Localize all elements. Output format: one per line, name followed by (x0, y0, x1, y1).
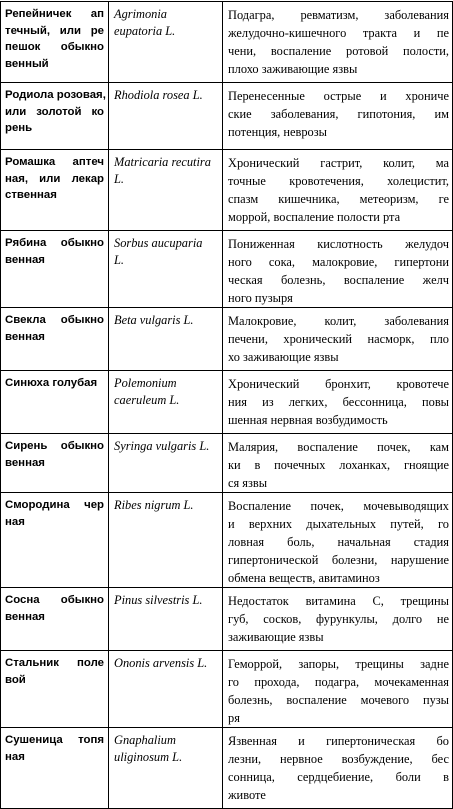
latin-name-cell (109, 434, 223, 493)
plant-name-line: венная (5, 610, 45, 623)
indications-cell (223, 588, 453, 651)
indications-line: моррой, воспаление полости рта (228, 210, 401, 224)
plant-name-line: венная (5, 330, 45, 343)
indications-line: обмена веществ, авитаминоз (228, 571, 380, 585)
latin-name-cell (109, 728, 223, 809)
plant-name-line: Родиола розовая, (5, 89, 106, 101)
latin-name-cell (109, 493, 223, 588)
indications-line: ческая болезнь, воспаление желч (228, 273, 449, 287)
table-row (1, 2, 453, 83)
plant-name-cell (1, 588, 109, 651)
table-row (1, 83, 453, 150)
indications-cell (223, 493, 453, 588)
indications-line: ся язвы (228, 476, 268, 490)
plant-name-line: ная, или лекар (5, 172, 104, 185)
indications-line: желудочно-кишечного тракта и пе (228, 26, 449, 40)
latin-name-line: uliginosum L. (114, 750, 183, 764)
latin-name-line: Polemonium (114, 376, 177, 390)
plant-name-line: венная (5, 456, 45, 469)
latin-name-line: Pinus silvestris L. (114, 593, 203, 607)
plant-name-cell (1, 83, 109, 150)
indications-line: губ, сосков, фурункулы, долго не (228, 612, 449, 626)
indications-cell (223, 231, 453, 308)
indications-line: Язвенная и гипертоническая бо (228, 734, 449, 748)
latin-name-line: L. (114, 253, 124, 267)
table-row (1, 150, 453, 231)
indications-line: Малокровие, колит, заболевания (228, 314, 449, 328)
herbal-remedies-table (0, 1, 453, 809)
latin-name-line: L. (114, 172, 124, 186)
indications-line: точные кровотечения, холецистит, (228, 174, 449, 188)
plant-name-line: Сушеница топя (5, 734, 104, 746)
indications-line: спазм кишечника, метеоризм, ге (228, 192, 449, 206)
indications-line: плохо заживающие язвы (228, 62, 358, 76)
indications-line: заживающие язвы (228, 630, 324, 644)
indications-line: ря (228, 711, 240, 725)
plant-name-line: венная (5, 253, 45, 266)
plant-name-line: Свекла обыкно (5, 314, 104, 326)
plant-name-line: или золотой ко (5, 105, 104, 118)
plant-name-line: рень (5, 122, 33, 135)
indications-line: животе (228, 788, 266, 802)
indications-cell (223, 2, 453, 83)
latin-name-line: eupatoria L. (114, 24, 176, 38)
indications-line: Хронический гастрит, колит, ма (228, 156, 449, 170)
plant-name-cell (1, 150, 109, 231)
indications-line: ного пузыря (228, 291, 293, 305)
latin-name-line: Sorbus aucuparia (114, 236, 203, 250)
indications-line: ские заболевания, гипотония, им (228, 107, 449, 121)
plant-name-line: Рябина обыкно (5, 237, 104, 249)
indications-cell (223, 308, 453, 371)
latin-name-line: Rhodiola rosea L. (114, 88, 203, 102)
plant-name-line: Ромашка аптеч (5, 156, 104, 168)
plant-name-cell (1, 371, 109, 434)
indications-line: лезни, нервное возбуждение, бес (228, 752, 449, 766)
indications-cell (223, 434, 453, 493)
plant-name-line: Стальник поле (5, 657, 104, 669)
latin-name-line: Ononis arvensis L. (114, 656, 208, 670)
plant-name-line: ная (5, 750, 25, 763)
plant-name-line: Синюха голубая (5, 377, 98, 389)
latin-name-cell (109, 588, 223, 651)
table-row (1, 371, 453, 434)
table-body (1, 2, 453, 809)
indications-line: хо заживающие язвы (228, 350, 339, 364)
plant-name-cell (1, 308, 109, 371)
table-row (1, 434, 453, 493)
plant-name-line: вой (5, 673, 26, 686)
latin-name-line: Beta vulgaris L. (114, 313, 194, 327)
indications-line: Перенесенные острые и хрониче (228, 89, 449, 103)
plant-name-line: ственная (5, 189, 57, 202)
latin-name-line: Agrimonia (114, 7, 168, 21)
plant-name-line: венный (5, 57, 49, 70)
indications-cell (223, 728, 453, 809)
indications-line: печени, хронический насморк, пло (228, 332, 449, 346)
plant-name-line: Репейничек ап (5, 8, 104, 20)
plant-name-line: течный, или ре (5, 24, 104, 37)
indications-cell (223, 371, 453, 434)
indications-line: Пониженная кислотность желудоч (228, 237, 449, 251)
indications-cell (223, 83, 453, 150)
latin-name-cell (109, 651, 223, 728)
table-row (1, 728, 453, 809)
table-row (1, 651, 453, 728)
indications-line: Геморрой, запоры, трещины задне (228, 657, 449, 671)
latin-name-line: Ribes nigrum L. (114, 498, 194, 512)
latin-name-cell (109, 2, 223, 83)
indications-line: гипертонической болезни, нарушение (228, 553, 449, 567)
table-row (1, 231, 453, 308)
table-row (1, 308, 453, 371)
plant-name-cell (1, 231, 109, 308)
indications-line: Недостаток витамина С, трещины (228, 594, 449, 608)
indications-line: Малярия, воспаление почек, кам (228, 440, 449, 454)
indications-line: и верхних дыхательных путей, го (228, 517, 449, 531)
plant-name-cell (1, 493, 109, 588)
latin-name-line: Syringa vulgaris L. (114, 439, 210, 453)
plant-name-cell (1, 2, 109, 83)
latin-name-cell (109, 371, 223, 434)
indications-line: Хронический бронхит, кровотече (228, 377, 449, 391)
indications-line: ного сока, малокровие, гипертони (228, 255, 449, 269)
indications-line: ния из легких, бессонница, повы (228, 395, 449, 409)
plant-name-line: ная (5, 515, 25, 528)
plant-name-line: Сосна обыкно (5, 594, 104, 606)
latin-name-cell (109, 231, 223, 308)
indications-line: болезнь, воспаление мочевого пузы (228, 693, 449, 707)
latin-name-cell (109, 150, 223, 231)
indications-line: сонница, сердцебиение, боли в (228, 770, 449, 784)
indications-line: шенная нервная возбудимость (228, 413, 388, 427)
table-row (1, 493, 453, 588)
latin-name-line: Matricaria recutira (114, 155, 211, 169)
table-row (1, 588, 453, 651)
plant-name-line: Сирень обыкно (5, 440, 104, 452)
latin-name-cell (109, 308, 223, 371)
plant-name-line: Смородина чер (5, 499, 104, 511)
indications-line: Подагра, ревматизм, заболевания (228, 8, 449, 22)
indications-line: ловная боль, начальная стадия (228, 535, 449, 549)
plant-name-cell (1, 434, 109, 493)
indications-cell (223, 150, 453, 231)
plant-name-cell (1, 651, 109, 728)
latin-name-line: Gnaphalium (114, 733, 176, 747)
plant-name-line: пешок обыкно (5, 41, 104, 54)
indications-line: ки в почечных лоханках, гноящие (228, 458, 449, 472)
indications-line: чени, воспаление ротовой полости, (228, 44, 449, 58)
indications-line: потенция, неврозы (228, 125, 327, 139)
latin-name-cell (109, 83, 223, 150)
plant-name-cell (1, 728, 109, 809)
indications-cell (223, 651, 453, 728)
indications-line: го прохода, подагра, мочекаменная (228, 675, 449, 689)
latin-name-line: caeruleum L. (114, 393, 180, 407)
indications-line: Воспаление почек, мочевыводящих (228, 499, 449, 513)
